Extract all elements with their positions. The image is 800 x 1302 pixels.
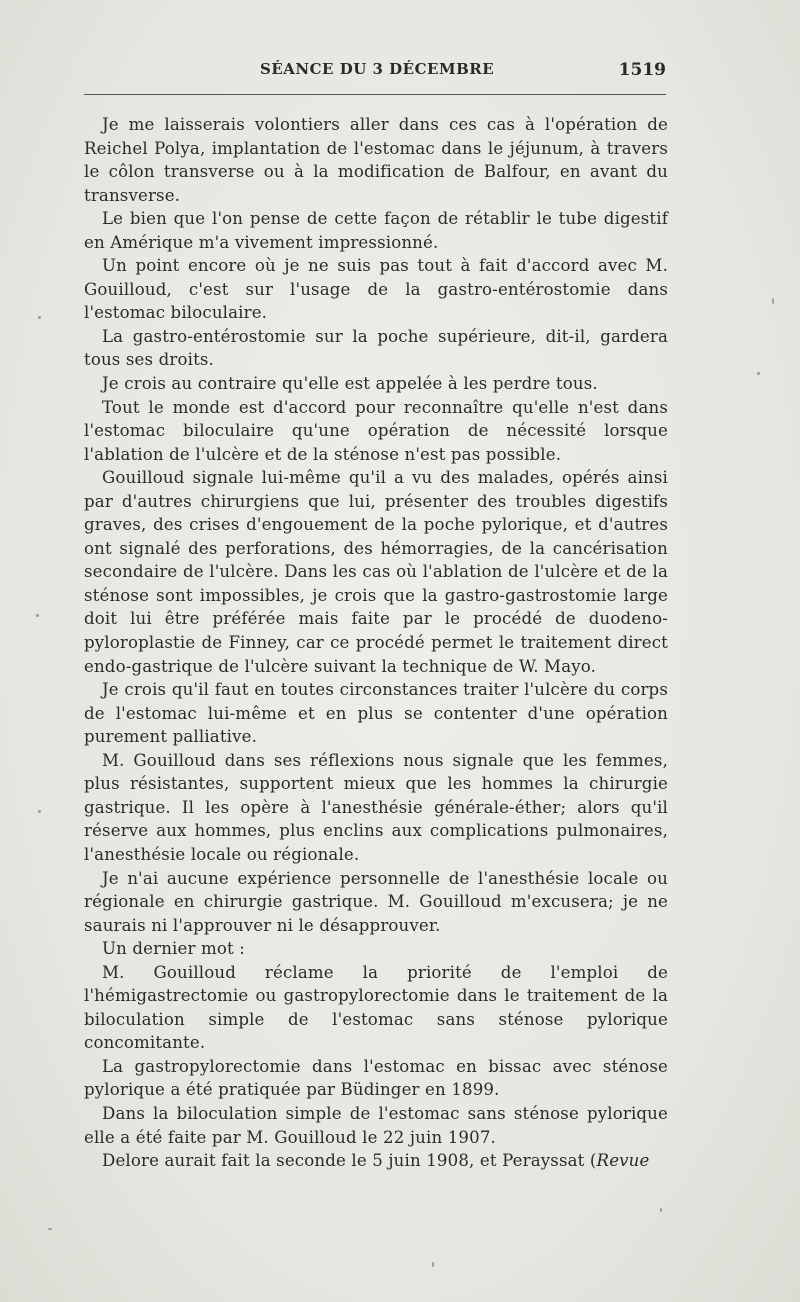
paragraph: Dans la biloculation simple de l'estomac sans sténose pylorique elle a été faite par M. Gouilloud le 22 juin 1907. bbox=[84, 1103, 668, 1147]
last-paragraph-text: Delore aurait fait la seconde le 5 juin 1908, et Perayssat ( bbox=[102, 1151, 597, 1171]
paragraph: Je n'ai aucune expérience personnelle de l'anesthésie locale ou régionale en chirurgie gastrique. M. Gouilloud m'excusera; je ne saurais ni l'approuver ni le désapprouver. bbox=[84, 868, 668, 935]
paper-speck bbox=[36, 614, 39, 617]
header-rule bbox=[84, 94, 666, 95]
paragraph: M. Gouilloud dans ses réflexions nous signale que les femmes, plus résistantes, supportent mieux que les hommes la chirurgie gastrique. Il les opère à l'anesthésie générale-éther; alors qu'il réserve aux hommes, plus enclins aux complications pulmonaires, l'anesthésie locale ou régionale. bbox=[84, 750, 668, 864]
paragraph: Gouilloud signale lui-même qu'il a vu des malades, opérés ainsi par d'autres chirurgiens que lui, présenter des troubles digestifs graves, des crises d'engouement de la poche pylorique, et d'autres ont signalé des perforations, des hémorragies, de la cancérisation secondaire de l'ulcère. Dans les cas où l'ablation de l'ulcère et de la sténose sont impossibles, je crois que la gastro-gastrostomie large doit lui être préférée mais faite par le procédé de duodeno-pyloroplastie de Finney, car ce procédé permet le traitement direct endo-gastrique de l'ulcère suivant la technique de W. Mayo. bbox=[84, 468, 668, 676]
paper-speck bbox=[772, 298, 774, 304]
body-text bbox=[84, 113, 668, 1173]
journal-title-italic: Revue bbox=[596, 1151, 650, 1171]
paragraph: Je crois qu'il faut en toutes circonstances traiter l'ulcère du corps de l'estomac lui-même et en plus se contenter d'une opération purement palliative. bbox=[84, 680, 668, 747]
paragraph: M. Gouilloud réclame la priorité de l'emploi de l'hémigastrectomie ou gastropylorectomie dans le traitement de la biloculation simple de l'estomac sans sténose pylorique concomitante. bbox=[84, 962, 668, 1053]
paragraph-last bbox=[84, 1149, 668, 1173]
paragraph: La gastro-entérostomie sur la poche supérieure, dit-il, gardera tous ses droits. bbox=[84, 326, 668, 370]
paper-speck bbox=[660, 1208, 662, 1212]
paragraph: Je me laisserais volontiers aller dans ces cas à l'opération de Reichel Polya, implantation de l'estomac dans le jéjunum, à travers le côlon transverse ou à la modification de Balfour, en avant du transverse. bbox=[84, 115, 668, 205]
paper-speck bbox=[48, 1228, 52, 1230]
paper-speck bbox=[757, 372, 760, 375]
paper-speck bbox=[432, 1262, 434, 1267]
paper-speck bbox=[38, 316, 41, 319]
header-title: SÉANCE DU 3 DÉCEMBRE bbox=[260, 60, 495, 78]
running-header bbox=[84, 60, 666, 86]
paragraph: Je crois au contraire qu'elle est appelée à les perdre tous. bbox=[102, 374, 598, 394]
paragraph: Tout le monde est d'accord pour reconnaître qu'elle n'est dans l'estomac biloculaire qu'une opération de nécessité lorsque l'ablation de l'ulcère et de la sténose n'est pas possible. bbox=[84, 397, 668, 464]
paragraph: La gastropylorectomie dans l'estomac en bissac avec sténose pylorique a été pratiquée par Büdinger en 1899. bbox=[84, 1056, 668, 1100]
paragraph: Un point encore où je ne suis pas tout à fait d'accord avec M. Gouilloud, c'est sur l'usage de la gastro-entérostomie dans l'estomac biloculaire. bbox=[84, 256, 668, 323]
paper-speck bbox=[38, 810, 41, 813]
paragraph: Un dernier mot : bbox=[102, 939, 246, 959]
paragraph: Le bien que l'on pense de cette façon de rétablir le tube digestif en Amérique m'a vivement impressionné. bbox=[84, 209, 668, 252]
page-number: 1519 bbox=[618, 60, 666, 80]
